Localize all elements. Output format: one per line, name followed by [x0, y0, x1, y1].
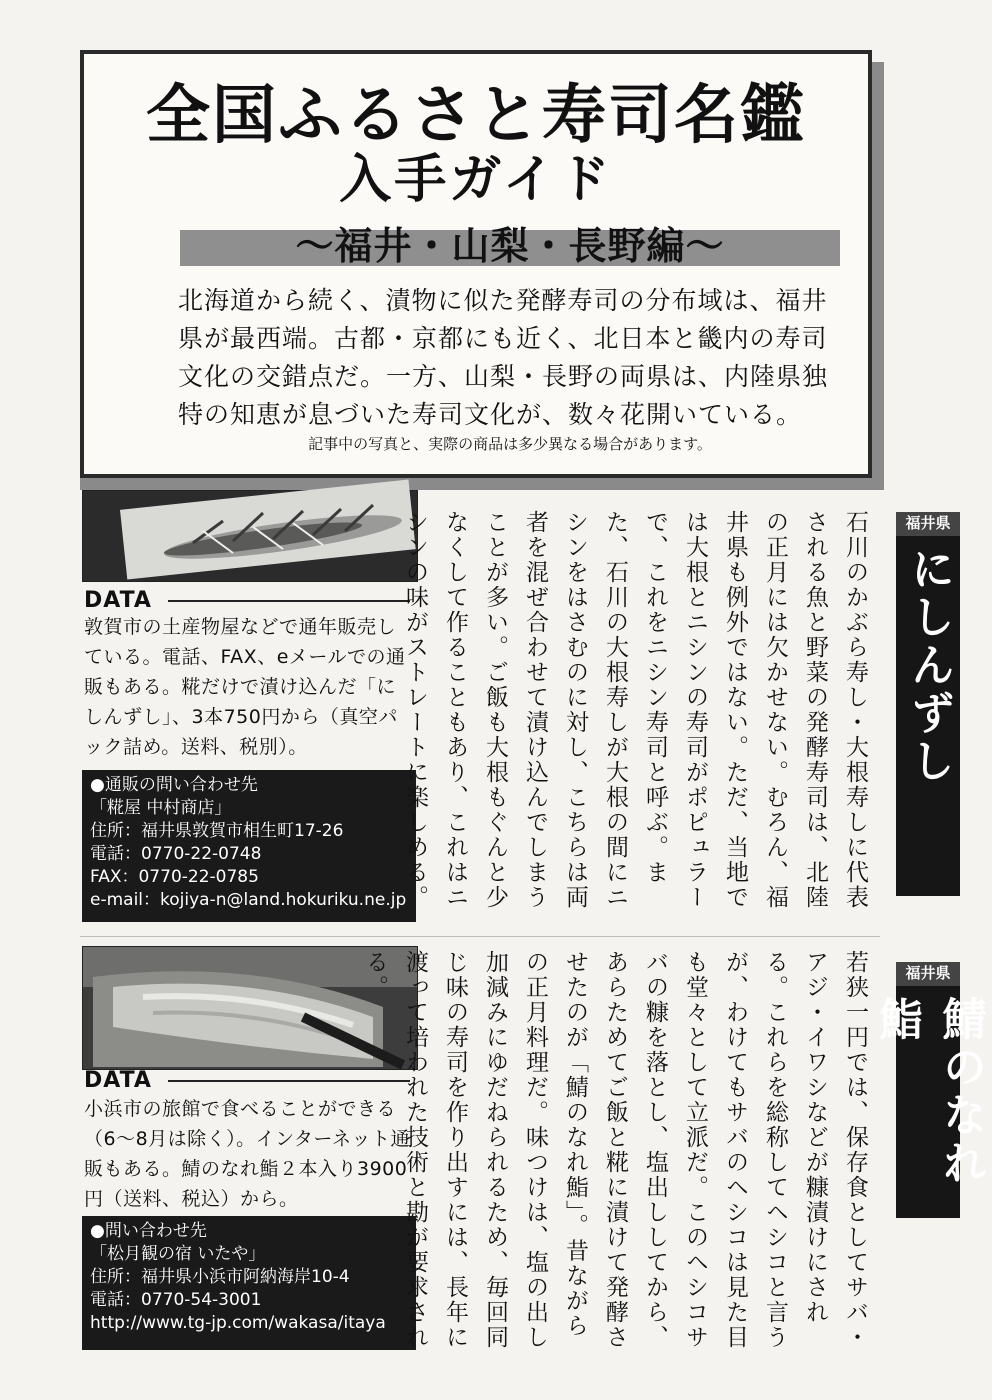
contact-shop-name: 「松月観の宿 いたや」 — [90, 1244, 266, 1264]
contact-heading: ●問い合わせ先 — [90, 1221, 207, 1241]
section-body: 若狭一円では、保存食としてサバ・アジ・イワシなどが糠漬けにされる。これらを総称してヘシコと言うが、わけてもサバのヘシコは見た目も堂々として立派だ。このヘシコサバの糠を落とし、塩出ししてから、あらためてご飯と糀に漬けて発酵させたのが「鯖のなれ鮨」。昔ながらの正月料理だ。味つけは、塩の出し加減みにゆだねられるため、毎回同じ味の寿司を作り出すには、長年に渡って培われた技術と勘が要求される。 — [362, 950, 868, 1350]
page-subtitle: 入手ガイド — [339, 150, 613, 210]
contact-email[interactable]: e-mail：kojiya-n@land.hokuriku.ne.jp — [90, 890, 407, 910]
data-rule — [168, 600, 410, 602]
contact-box — [82, 1216, 416, 1350]
contact-shop-name: 「糀屋 中村商店」 — [90, 798, 232, 818]
nishinzushi-photo — [82, 490, 418, 582]
contact-heading: ●通販の問い合わせ先 — [90, 775, 258, 795]
contact-address: 住所：福井県敦賀市相生町17-26 — [90, 821, 344, 841]
contact-phone: 電話：0770-54-3001 — [90, 1290, 262, 1310]
prefecture-label: 福井県 — [896, 962, 960, 986]
data-text: 小浜市の旅館で食べることができる（6〜8月は除く）。インターネット通販もある。鯖のなれ鮨２本入り3900円（送料、税込）から。 — [84, 1098, 410, 1210]
section-body: 石川のかぶら寿し・大根寿しに代表される魚と野菜の発酵寿司は、北陸の正月には欠かせない。むろん、福井県も例外ではない。ただ、当地では大根とニシンの寿司がポピュラーで、これをニシン寿司と呼ぶ。また、石川の大根寿しが大根の間にニシンをはさむのに対し、こちらは両者を混ぜ合わせて漬け込んでしまうことが多い。ご飯も大根もぐんと少なくして作ることもあり、これはニシンの味がストレートに楽しめる。 — [402, 510, 868, 910]
contact-phone: 電話：0770-22-0748 — [90, 844, 262, 864]
page-title: 全国ふるさと寿司名鑑 — [146, 79, 806, 153]
data-rule — [168, 1080, 410, 1082]
section-title: 鯖のなれ鮨 — [896, 986, 960, 1218]
section-title: にしんずし — [896, 536, 960, 896]
section-divider — [80, 936, 880, 937]
data-text: 敦賀市の土産物屋などで通年販売している。電話、FAX、eメールでの通販もある。糀だけで漬け込んだ「にしんずし」、3本750円から（真空パック詰め。送料、税別）。 — [84, 616, 406, 758]
lead-paragraph: 北海道から続く、漬物に似た発酵寿司の分布域は、福井県が最西端。古都・京都にも近く、北日本と畿内の寿司文化の交錯点だ。一方、山梨・長野の両県は、内陸県独特の知恵が息づいた寿司文化が、数々花開いている。 — [178, 286, 829, 429]
contact-address: 住所：福井県小浜市阿納海岸10-4 — [90, 1267, 350, 1287]
data-label: DATA — [84, 588, 152, 613]
contact-url[interactable]: http://www.tg-jp.com/wakasa/itaya — [90, 1313, 386, 1333]
region-title: 〜福井・山梨・長野編〜 — [295, 224, 725, 268]
contact-fax: FAX：0770-22-0785 — [90, 867, 259, 887]
data-label: DATA — [84, 1068, 152, 1093]
disclaimer-note: 記事中の写真と、実際の商品は多少異なる場合があります。 — [308, 435, 712, 453]
prefecture-label: 福井県 — [896, 512, 960, 536]
contact-box — [82, 770, 416, 922]
